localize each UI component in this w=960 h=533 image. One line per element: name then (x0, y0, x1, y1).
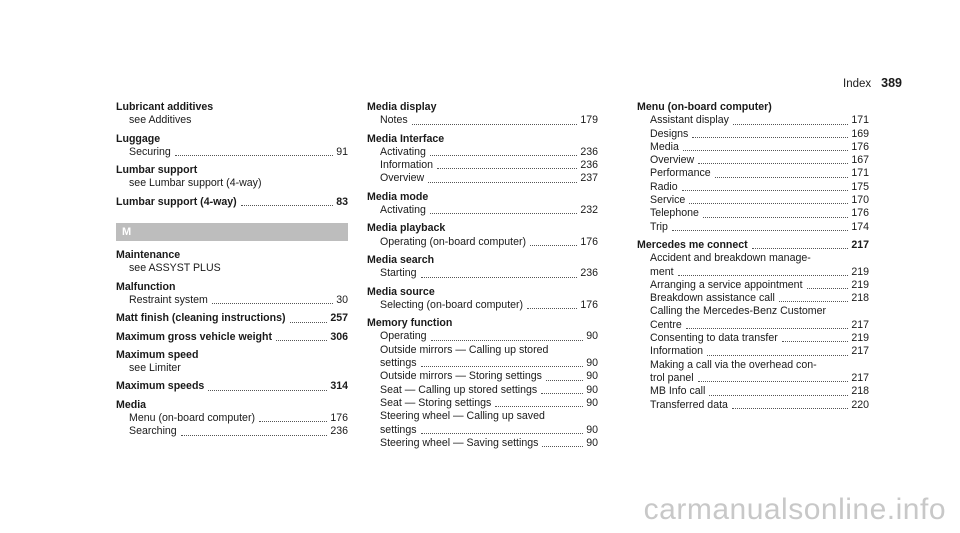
index-entry (367, 222, 598, 249)
index-subentry-text: Overview (650, 154, 695, 167)
dot-leader (175, 146, 333, 156)
index-heading-text: Media search (367, 253, 435, 266)
index-subentry-row (367, 267, 598, 280)
dot-leader (672, 221, 848, 231)
index-heading-row (367, 191, 598, 204)
index-entry (116, 380, 348, 393)
page-reference: 236 (330, 425, 348, 438)
index-subentry-text: Seat — Storing settings (380, 396, 492, 409)
index-subentry-row (637, 252, 869, 265)
page-reference: 179 (580, 114, 598, 127)
page-reference: 217 (851, 371, 869, 384)
index-entry (116, 281, 348, 308)
index-subentry-row (116, 294, 348, 307)
index-heading-row (116, 380, 348, 393)
index-subentry-text: Consenting to data transfer (650, 332, 778, 345)
page-header (843, 76, 902, 90)
index-subentry-row (637, 385, 869, 398)
page-number: 389 (881, 76, 902, 90)
index-subentry-text: Centre (650, 318, 682, 331)
page-reference: 314 (330, 380, 348, 393)
index-subentry-row (637, 332, 869, 345)
index-subentry-row (367, 344, 598, 357)
page-reference: 176 (580, 298, 598, 311)
index-heading-text: Malfunction (116, 280, 176, 293)
index-column-1 (116, 101, 348, 444)
index-heading-text: Mercedes me connect (637, 238, 748, 251)
index-subentry-text: see Additives (129, 114, 192, 127)
index-subentry-text: Trip (650, 220, 668, 233)
index-subentry-row (637, 194, 869, 207)
page-reference: 236 (580, 159, 598, 172)
index-subentry-row (367, 357, 598, 370)
index-subentry-row (367, 437, 598, 450)
letter-section-header: M (116, 223, 348, 241)
page-reference: 175 (851, 180, 869, 193)
dot-leader (807, 279, 849, 289)
index-heading-row (116, 331, 348, 344)
index-heading-text: Maximum speeds (116, 380, 205, 393)
dot-leader (715, 167, 849, 177)
index-heading-text: Maximum speed (116, 348, 199, 361)
index-heading-row (116, 312, 348, 325)
dot-leader (276, 331, 327, 341)
index-heading-text: Media playback (367, 222, 446, 235)
index-subentry-text: Activating (380, 204, 426, 217)
index-subentry-text: Searching (129, 425, 177, 438)
index-heading-text: Lubricant additives (116, 101, 214, 113)
dot-leader (678, 266, 849, 276)
index-subentry-row (116, 412, 348, 425)
index-subentry-row (637, 319, 869, 332)
index-subentry-text: Arranging a service appointment (650, 278, 803, 291)
index-subentry-text: ment (650, 265, 674, 278)
index-heading-text: Luggage (116, 132, 161, 145)
page-reference: 218 (851, 385, 869, 398)
index-subentry-text: Calling the Mercedes-Benz Customer (650, 305, 827, 318)
dot-leader (733, 114, 848, 124)
index-subentry-text: Seat — Calling up stored settings (380, 383, 538, 396)
page-reference: 170 (851, 194, 869, 207)
page-reference: 90 (586, 370, 598, 383)
index-subentry-text: Breakdown assistance call (650, 292, 775, 305)
index-subentry-text: Information (380, 159, 433, 172)
index-subentry-row (367, 114, 598, 127)
page-reference: 90 (586, 396, 598, 409)
page-reference: 176 (851, 207, 869, 220)
index-heading-text: Matt finish (cleaning instructions) (116, 312, 286, 325)
dot-leader (421, 267, 578, 277)
index-heading-row (367, 286, 598, 299)
page-reference: 176 (851, 140, 869, 153)
index-subentry-text: Outside mirrors — Storing settings (380, 370, 542, 383)
dot-leader (208, 380, 327, 390)
dot-leader (752, 239, 849, 249)
page-reference: 236 (580, 267, 598, 280)
index-entry (637, 101, 869, 234)
index-subentry-text: MB Info call (650, 385, 706, 398)
dot-leader (431, 330, 584, 340)
index-entry (637, 239, 869, 412)
index-subentry-row (116, 425, 348, 438)
dot-leader (430, 204, 577, 214)
dot-leader (259, 412, 327, 422)
index-entry (367, 133, 598, 186)
page-reference: 217 (851, 238, 869, 251)
index-subentry-text: Restraint system (129, 293, 208, 306)
index-heading-text: Maintenance (116, 249, 181, 262)
index-subentry-row (637, 399, 869, 412)
page-reference: 176 (580, 235, 598, 248)
index-subentry-text: Radio (650, 180, 678, 193)
index-heading-row (116, 249, 348, 262)
index-subentry-row (637, 345, 869, 358)
index-heading-row (116, 281, 348, 294)
index-entry (116, 349, 348, 376)
dot-leader (290, 312, 328, 322)
index-entry (367, 191, 598, 218)
page-reference: 90 (586, 330, 598, 343)
dot-leader (692, 128, 848, 138)
index-heading-row (367, 254, 598, 267)
index-subentry-row (367, 397, 598, 410)
index-subentry-row (367, 172, 598, 185)
index-subentry-text: see Limiter (129, 362, 181, 375)
index-entry (116, 101, 348, 128)
index-heading-row (637, 101, 869, 114)
index-heading-text: Media Interface (367, 132, 445, 145)
index-subentry-row (367, 424, 598, 437)
index-subentry-row (116, 262, 348, 275)
index-subentry-row (116, 146, 348, 159)
index-subentry-row (637, 305, 869, 318)
index-subentry-text: Steering wheel — Calling up saved (380, 410, 545, 423)
index-subentry-row (367, 370, 598, 383)
index-subentry-text: settings (380, 423, 417, 436)
dot-leader (698, 154, 848, 164)
index-entry (367, 254, 598, 281)
index-subentry-text: settings (380, 357, 417, 370)
index-subentry-text: Assistant display (650, 114, 729, 127)
page-reference: 217 (851, 345, 869, 358)
index-subentry-row (367, 410, 598, 423)
index-heading-row (367, 133, 598, 146)
index-subentry-row (637, 141, 869, 154)
dot-leader (241, 196, 334, 206)
page-reference: 174 (851, 220, 869, 233)
watermark: carmanualsonline.info (643, 493, 946, 526)
page-reference: 90 (586, 423, 598, 436)
index-subentry-text: see ASSYST PLUS (129, 262, 221, 275)
index-subentry-text: Notes (380, 114, 408, 127)
dot-leader (686, 319, 849, 329)
page-reference: 167 (851, 154, 869, 167)
index-subentry-row (367, 236, 598, 249)
index-subentry-row (367, 204, 598, 217)
index-entry (367, 317, 598, 450)
index-subentry-row (637, 154, 869, 167)
dot-leader (709, 385, 848, 395)
index-subentry-row (367, 299, 598, 312)
index-subentry-row (637, 221, 869, 234)
index-subentry-row (637, 372, 869, 385)
index-subentry-text: Service (650, 194, 686, 207)
index-subentry-row (367, 384, 598, 397)
index-subentry-row (367, 159, 598, 172)
page-reference: 220 (851, 398, 869, 411)
index-heading-text: Media source (367, 285, 435, 298)
index-heading-text: Media display (367, 101, 437, 113)
index-subentry-row (367, 146, 598, 159)
dot-leader (703, 207, 848, 217)
index-heading-text: Lumbar support (116, 164, 198, 177)
page-reference: 91 (336, 145, 348, 158)
index-heading-row (116, 196, 348, 209)
page-reference: 217 (851, 318, 869, 331)
page-reference: 257 (330, 312, 348, 325)
dot-leader (698, 372, 849, 382)
index-subentry-row (637, 359, 869, 372)
page-reference: 30 (336, 293, 348, 306)
dot-leader (421, 424, 584, 434)
index-heading-text: Lumbar support (4-way) (116, 195, 237, 208)
index-subentry-text: Telephone (650, 207, 699, 220)
index-subentry-text: Selecting (on-board computer) (380, 298, 524, 311)
index-heading-row (116, 164, 348, 177)
page-reference: 219 (851, 278, 869, 291)
index-heading-row (367, 317, 598, 330)
index-subentry-row (637, 292, 869, 305)
index-subentry-text: Menu (on-board computer) (129, 412, 256, 425)
page-reference: 171 (851, 167, 869, 180)
dot-leader (682, 181, 849, 191)
page-reference: 176 (330, 412, 348, 425)
index-subentry-row (116, 114, 348, 127)
dot-leader (707, 345, 848, 355)
index-subentry-text: Operating (on-board computer) (380, 235, 527, 248)
dot-leader (437, 159, 577, 169)
index-entry (116, 399, 348, 439)
page-reference: 236 (580, 145, 598, 158)
dot-leader (412, 114, 578, 124)
index-heading-row (116, 349, 348, 362)
page-reference: 219 (851, 332, 869, 345)
index-heading-row (116, 101, 348, 114)
index-subentry-text: Outside mirrors — Calling up stored (380, 343, 549, 356)
index-subentry-text: see Lumbar support (4-way) (129, 177, 262, 190)
index-subentry-text: Transferred data (650, 398, 728, 411)
index-subentry-row (116, 177, 348, 190)
index-heading-text: Media mode (367, 190, 429, 203)
index-subentry-row (116, 362, 348, 375)
index-subentry-text: Information (650, 345, 703, 358)
index-heading-row (367, 222, 598, 235)
index-subentry-text: Performance (650, 167, 711, 180)
dot-leader (495, 397, 583, 407)
index-heading-text: Maximum gross vehicle weight (116, 330, 273, 343)
page-reference: 232 (580, 204, 598, 217)
page-reference: 218 (851, 292, 869, 305)
index-group-l (116, 101, 348, 209)
index-heading-row (116, 133, 348, 146)
dot-leader (428, 172, 577, 182)
page-reference: 171 (851, 114, 869, 127)
index-subentry-row (637, 181, 869, 194)
dot-leader (683, 141, 848, 151)
index-entry (367, 286, 598, 313)
dot-leader (732, 399, 848, 409)
index-heading-row (116, 399, 348, 412)
index-group-m (116, 249, 348, 439)
index-subentry-text: trol panel (650, 371, 694, 384)
page-reference: 237 (580, 172, 598, 185)
index-subentry-text: Overview (380, 172, 425, 185)
index-subentry-text: Accident and breakdown manage- (650, 252, 811, 265)
index-subentry-row (367, 330, 598, 343)
page-reference: 169 (851, 127, 869, 140)
index-column-2 (367, 101, 598, 455)
dot-leader (689, 194, 848, 204)
index-entry (116, 312, 348, 325)
dot-leader (181, 425, 328, 435)
index-subentry-row (637, 207, 869, 220)
dot-leader (542, 437, 583, 447)
index-subentry-text: Activating (380, 145, 426, 158)
index-subentry-text: Operating (380, 330, 427, 343)
index-subentry-row (637, 279, 869, 292)
index-entry (367, 101, 598, 128)
index-entry (116, 249, 348, 276)
index-entry (116, 196, 348, 209)
index-subentry-text: Designs (650, 127, 689, 140)
page-reference: 219 (851, 265, 869, 278)
index-subentry-text: Making a call via the overhead con- (650, 358, 817, 371)
index-subentry-row (637, 128, 869, 141)
page-reference: 83 (336, 195, 348, 208)
index-subentry-row (637, 114, 869, 127)
page-reference: 306 (330, 330, 348, 343)
index-heading-text: Memory function (367, 317, 453, 330)
index-heading-text: Media (116, 398, 147, 411)
dot-leader (782, 332, 849, 342)
index-heading-row (367, 101, 598, 114)
dot-leader (779, 292, 848, 302)
index-subentry-text: Media (650, 140, 679, 153)
dot-leader (527, 299, 577, 309)
index-title: Index (843, 78, 872, 90)
page-reference: 90 (586, 383, 598, 396)
index-subentry-text: Securing (129, 145, 171, 158)
index-subentry-text: Steering wheel — Saving settings (380, 436, 539, 449)
page-reference: 90 (586, 436, 598, 449)
page-reference: 90 (586, 357, 598, 370)
index-subentry-row (637, 167, 869, 180)
dot-leader (421, 357, 584, 367)
dot-leader (212, 294, 333, 304)
dot-leader (530, 236, 577, 246)
dot-leader (546, 370, 583, 380)
dot-leader (430, 146, 577, 156)
dot-leader (541, 384, 583, 394)
index-subentry-text: Starting (380, 267, 417, 280)
index-entry (116, 133, 348, 160)
index-heading-text: Menu (on-board computer) (637, 101, 772, 113)
index-entry (116, 331, 348, 344)
index-entry (116, 164, 348, 191)
index-subentry-row (637, 266, 869, 279)
index-column-3 (637, 101, 869, 417)
index-heading-row (637, 239, 869, 252)
